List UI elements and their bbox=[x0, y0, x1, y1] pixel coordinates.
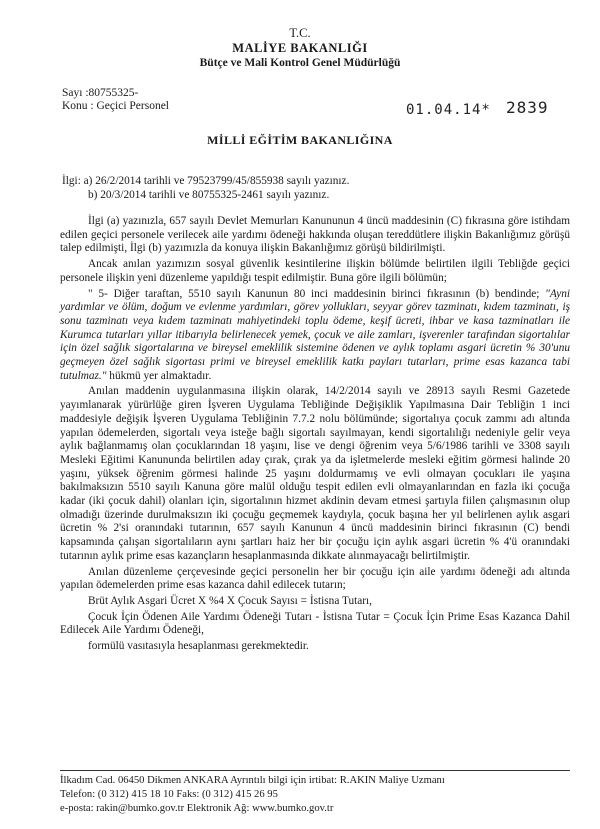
stamp-number: 2839 bbox=[506, 98, 549, 117]
stamp-date: 01.04.14* bbox=[406, 102, 491, 118]
paragraph-1: İlgi (a) yazınızla, 657 sayılı Devlet Memurları Kanununun 4 üncü maddesinin (C) fıkrasına göre istihdam edilen geçici personele verilecek aile yardımı ödeneği hakkında oluşan tereddütlere ilişkin Bakanlığımız görüşü talep edilmişti, İlgi (b) yazımızla da konuya ilişkin Bakanlığımız görüşü bildirilmişti. bbox=[60, 215, 570, 255]
paragraph-3 bbox=[60, 288, 570, 384]
paragraph-3-end: hükmü yer almaktadır. bbox=[106, 369, 212, 382]
reference-a: İlgi: a) 26/2/2014 tarihli ve 79523799/45/855938 sayılı yazınız. bbox=[62, 175, 350, 187]
footer-divider bbox=[60, 770, 570, 771]
paragraph-3-intro: " 5- Diğer taraftan, 5510 sayılı Kanunun 80 inci maddesinin birinci fıkrasının (b) bendinde; bbox=[88, 287, 546, 300]
letter-body bbox=[60, 215, 570, 654]
header-ministry: MALİYE BAKANLIĞI bbox=[232, 41, 368, 55]
paragraph-2: Ancak anılan yazımızın sosyal güvenlik kesintilerine ilişkin bölümde belirtilen ilgili Tebliğde geçici personele ilişkin yeni düzenleme yapıldığı tespit edilmiştir. Buna göre ilgili bölümün; bbox=[60, 258, 570, 284]
addressee: MİLLİ EĞİTİM BAKANLIĞINA bbox=[207, 133, 393, 147]
footer-address: İlkadım Cad. 06450 Dikmen ANKARA Ayrıntılı bilgi için irtibat: R.AKIN Maliye Uzmanı bbox=[60, 775, 445, 786]
header-country: T.C. bbox=[289, 26, 311, 40]
document-number: Sayı :80755325- bbox=[62, 87, 139, 99]
formula-1: Brüt Aylık Asgari Ücret X %4 X Çocuk Sayısı = İstisna Tutarı, bbox=[88, 594, 372, 607]
reference-b: b) 20/3/2014 tarihli ve 80755325-2461 sayılı yazınız. bbox=[88, 189, 330, 201]
paragraph-3-quote: "Ayni yardımlar ve ölüm, doğum ve evlenme yardımları, görev yollukları, seyyar görev tazminatı, kıdem tazminatı, iş sonu tazminatı veya kıdem tazminatı mahiyetindeki toplu ödeme, keşif ücreti, ihbar ve kasa tazminatları ile Kurumca tutarları yıllar itibarıyla belirlenecek yemek, çocuk ve aile zamları, işverenler tarafından sigortalılar için özel sağlık sigortalarına ve bireysel emeklilik sistemine ödenen ve aylık toplamı asgari ücretin % 30'unu geçmeyen özel sağlık sigortası primi ve bireysel emeklilik katkı payları tutarları, prime esas kazanca tabi tutulmaz." bbox=[60, 287, 570, 382]
footer-email: e-posta: rakin@bumko.gov.tr Elektronik Ağ: www.bumko.gov.tr bbox=[60, 803, 334, 814]
paragraph-5: Anılan düzenleme çerçevesinde geçici personelin her bir çocuğu için aile yardımı ödeneği adı altında yapılan ödemelerden prime esas kazanca dahil edilecek tutarın; bbox=[60, 565, 570, 592]
formula-2: Çocuk İçin Ödenen Aile Yardımı Ödeneği Tutarı - İstisna Tutar = Çocuk İçin Prime Esas Kazanca Dahil Edilecek Aile Yardımı Ödeneği, bbox=[60, 610, 570, 637]
footer-phone: Telefon: (0 312) 415 18 10 Faks: (0 312) 415 26 95 bbox=[60, 789, 278, 800]
formula-3: formülü vasıtasıyla hesaplanması gerekmektedir. bbox=[88, 640, 309, 653]
paragraph-4: Anılan maddenin uygulanmasına ilişkin olarak, 14/2/2014 sayılı ve 28913 sayılı Resmi Gazetede yayımlanarak yürürlüğe giren İşveren Uygulama Tebliğinde Değişiklik Yapılmasına Dair Tebliğin 1 inci maddesiyle değişik İşveren Uygulama Tebliğinin 7.7.2 nolu bölümünde; sigortalıya çocuk zammı adı altında yapılan ödemelerden, sigortalı veya isteğe bağlı sigortalı sayılmayan, kendi sigortalılığı nedeniyle gelir veya aylık bağlanmamış olan çocuklarından 18 yaşını, lise ve dengi öğrenim veya 5/6/1986 tarihli ve 3308 sayılı Mesleki Eğitimi Kanununda belirtilen aday çırak, çırak ya da işletmelerde mesleki eğitim görmesi halinde 20 yaşını, yüksek öğrenim görmesi halinde 25 yaşını doldurmamış ve evli olmayan çocukları ile yaşına bakılmaksızın 5510 sayılı Kanuna göre malül olduğu tespit edilen evli olmayanlarından en fazla iki çocuğa kadar (iki çocuk dahil) olanları için, sigortalının hizmet akdinin devam etmesi şartıyla fiilen çalışmasının olup olmadığı üzerinde durulmaksızın iki çocuğu geçmemek kaydıyla, çocuk başına her yıl belirlenen aylık asgari ücretin % 2'si oranındaki tutarının, 657 sayılı Kanunun 4 üncü maddesinin birinci fıkrasının (C) bendi kapsamında çalışan sigortalıların aynı şartları haiz her bir çocuğu için aylık asgari ücretin % 4'ü oranındaki tutarının aylık prime esas kazançların hesaplanmasında dikkate alınmayacağı belirtilmiştir. bbox=[60, 385, 570, 562]
document-subject: Konu : Geçici Personel bbox=[62, 100, 169, 112]
header-directorate: Bütçe ve Mali Kontrol Genel Müdürlüğü bbox=[199, 57, 401, 69]
